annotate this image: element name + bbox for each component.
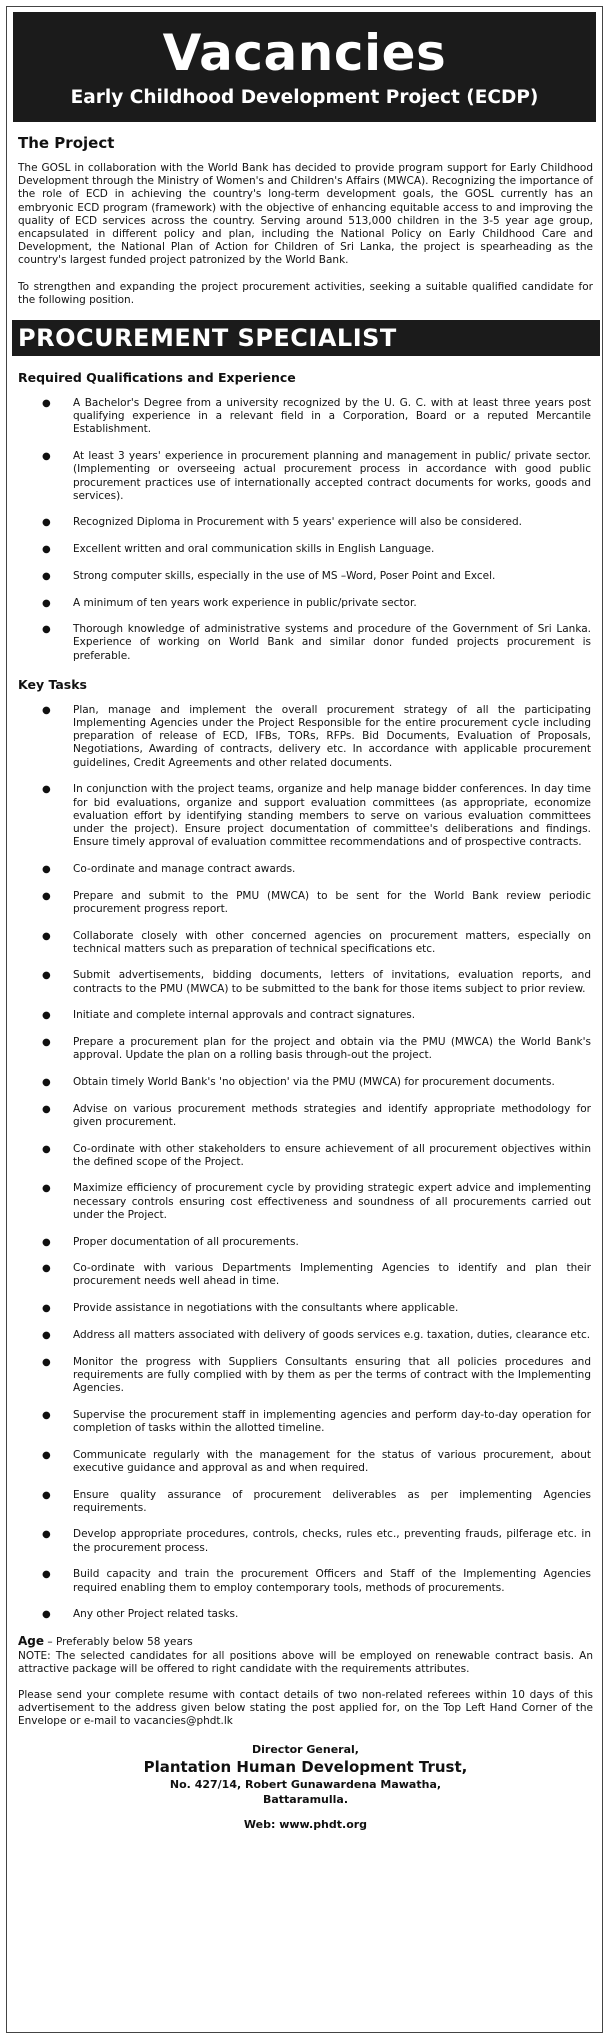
age-requirement (18, 1635, 593, 1649)
list-item: ● Prepare a procurement plan for the project and obtain via the PMU (MWCA) the World Bank's approval. Update the plan on a rolling basis through-out the project. (18, 1036, 593, 1062)
list-item: ● Excellent written and oral communication skills in English Language. (18, 543, 593, 556)
qualifications-heading: Required Qualifications and Experience (18, 370, 296, 386)
list-item: ● Thorough knowledge of administrative systems and procedure of the Government of Sri Lanka. Experience of working on World Bank and similar donor funded projects procurement is preferable. (18, 623, 593, 663)
list-item: ● Supervise the procurement staff in implementing agencies and perform day-to-day operation for completion of tasks within the allotted timeline. (18, 1409, 593, 1435)
list-item: ● Co-ordinate and manage contract awards. (18, 863, 593, 876)
contract-note: NOTE: The selected candidates for all positions above will be employed on renewable contract basis. An attractive package will be offered to right candidate with the requirements attributes. (18, 1649, 593, 1675)
page-title: Vacancies (162, 24, 447, 82)
list-item: ● Initiate and complete internal approvals and contract signatures. (18, 1009, 593, 1022)
list-item: ● Proper documentation of all procurements. (18, 1236, 593, 1249)
list-item: ● Co-ordinate with various Departments Implementing Agencies to identify and plan their procurement needs well ahead in time. (18, 1262, 593, 1288)
address-line-2: Battaramulla. (262, 1792, 349, 1806)
list-item: ● Build capacity and train the procurement Officers and Staff of the Implementing Agencies required enabling them to employ contemporary tools, methods of procurements. (18, 1568, 593, 1594)
key-tasks-list (18, 704, 593, 1622)
list-item: ● Co-ordinate with other stakeholders to ensure achievement of all procurement objectives within the defined scope of the Project. (18, 1143, 593, 1169)
list-item: ● Any other Project related tasks. (18, 1608, 593, 1621)
list-item: ● Communicate regularly with the management for the status of various procurement, about executive guidance and approval as and when required. (18, 1449, 593, 1475)
list-item: ● Collaborate closely with other concerned agencies on procurement matters, especially on technical matters such as preparation of technical specifications etc. (18, 930, 593, 956)
list-item: ● A Bachelor's Degree from a university recognized by the U. G. C. with at least three years post qualifying experience in a relevant field in a Corporation, Board or a reputed Mercantile Establishment. (18, 397, 593, 437)
advertisement-body (18, 128, 593, 1832)
list-item: ● Develop appropriate procedures, controls, checks, rules etc., preventing frauds, pilferage etc. in the procurement process. (18, 1528, 593, 1554)
address-line-1: No. 427/14, Robert Gunawardena Mawatha, (169, 1777, 442, 1791)
key-tasks-heading: Key Tasks (18, 676, 87, 692)
list-item: ● Advise on various procurement methods strategies and identify appropriate methodology for given procurement. (18, 1103, 593, 1129)
page-subtitle: Early Childhood Development Project (ECDP) (70, 87, 539, 108)
age-text: – Preferably below 58 years (44, 1636, 193, 1649)
application-instructions: Please send your complete resume with contact details of two non-related referees within 10 days of this advertisement to the address given below stating the post applied for, on the Top Left Hand Corner of the Envelope or e-mail to vacancies@phdt.lk (18, 1689, 593, 1728)
age-label: Age (18, 1634, 45, 1649)
project-purpose: To strengthen and expanding the project procurement activities, seeking a suitable qualified candidate for the following position. (18, 280, 593, 306)
website: Web: www.phdt.org (243, 1817, 368, 1831)
list-item: ● At least 3 years' experience in procurement planning and management in public/ private sector. (Implementing or overseeing actual procurement process in accordance with good public procurement practices use of internationally accepted contract documents for works, goods and services). (18, 450, 593, 503)
list-item: ● Monitor the progress with Suppliers Consultants ensuring that all policies procedures and requirements are fully complied with by them as per the terms of contract with the Implementing Agencies. (18, 1356, 593, 1396)
project-heading: The Project (18, 134, 115, 152)
list-item: ● Address all matters associated with delivery of goods services e.g. taxation, duties, clearance etc. (18, 1329, 593, 1342)
list-item: ● A minimum of ten years work experience in public/private sector. (18, 597, 593, 610)
list-item: ● Strong computer skills, especially in the use of MS –Word, Poser Point and Excel. (18, 570, 593, 583)
list-item: ● Recognized Diploma in Procurement with 5 years' experience will also be considered. (18, 516, 593, 529)
contact-block (18, 1742, 593, 1832)
list-item: ● Prepare and submit to the PMU (MWCA) to be sent for the World Bank review periodic procurement progress report. (18, 890, 593, 916)
list-item: ● Obtain timely World Bank's 'no objection' via the PMU (MWCA) for procurement documents. (18, 1076, 593, 1089)
qualifications-list (18, 397, 593, 663)
project-description: The GOSL in collaboration with the World Bank has decided to provide program support for Early Childhood Development through the Ministry of Women's and Children's Affairs (MWCA). Recognizing the importance of the role of ECD in achieving the country's long-term development goals, the GOSL currently has an embryonic ECD program (framework) with the objective of enhancing equitable access to and improving the quality of ECD services across the country. Serving around 513,000 children in the 3-5 year age group, encapsulated in different policy and plan, including the National Policy on Early Childhood Care and Development, the National Plan of Action for Children of Sri Lanka, the project is spearheading as the country's largest funded project patronized by the World Bank. (18, 162, 593, 267)
list-item: ● Submit advertisements, bidding documents, letters of invitations, evaluation reports, and contracts to the PMU (MWCA) to be submitted to the bank for those items subject to prior review. (18, 969, 593, 995)
list-item: ● Provide assistance in negotiations with the consultants where applicable. (18, 1302, 593, 1315)
list-item: ● Plan, manage and implement the overall procurement strategy of all the participating Implementing Agencies under the Project Responsible for the entire procurement cycle including preparation of release of ECD, IFBs, TORs, RFPs. Bid Documents, Evaluation of Proposals, Negotiations, Awarding of contracts, delivery etc. In accordance with applicable procurement guidelines, Credit Agreements and other related documents. (18, 704, 593, 770)
position-title-banner: PROCUREMENT SPECIALIST (12, 320, 600, 356)
list-item: ● Maximize efficiency of procurement cycle by providing strategic expert advice and implementing necessary controls ensuring cost effectiveness and soundness of all procurements carried out under the Project. (18, 1182, 593, 1222)
organization-name: Plantation Human Development Trust, (143, 1757, 468, 1776)
header-banner (13, 12, 596, 122)
contact-role: Director General, (252, 1742, 359, 1756)
list-item: ● Ensure quality assurance of procurement deliverables as per implementing Agencies requirements. (18, 1489, 593, 1515)
list-item: ● In conjunction with the project teams, organize and help manage bidder conferences. In day time for bid evaluations, organize and support evaluation committees (as appropriate, economize evaluation effort by identifying standing members to serve on various evaluation committees under the project). Ensure project documentation of committee's deliberations and findings. Ensure timely approval of evaluation committee recommendations and of prospective contracts. (18, 783, 593, 849)
